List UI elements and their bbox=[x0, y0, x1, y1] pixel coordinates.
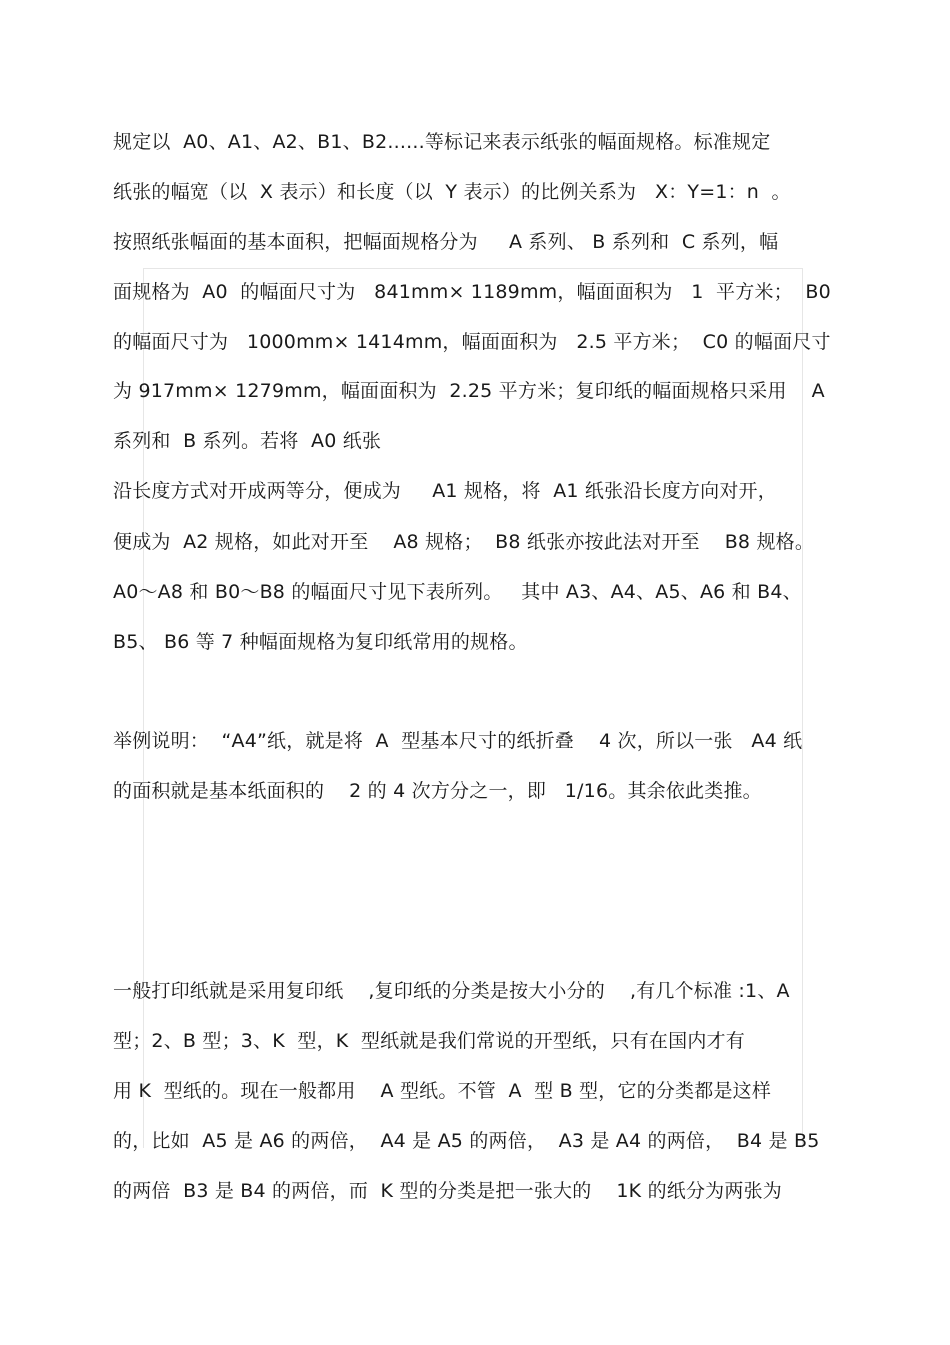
text-line: 的，比如 A5 是 A6 的两倍， A4 是 A5 的两倍， A3 是 A4 的两倍， B4 是 B5 bbox=[113, 1130, 820, 1152]
text-line: 为 917mm× 1279mm，幅面面积为 2.25 平方米；复印纸的幅面规格只采用 A bbox=[113, 380, 825, 402]
text-line: 面规格为 A0 的幅面尺寸为 841mm× 1189mm，幅面面积为 1 平方米； B0 bbox=[113, 281, 831, 303]
text-line: 的面积就是基本纸面积的 2 的 4 次方分之一，即 1/16。其余依此类推。 bbox=[113, 780, 762, 802]
scan-frame-top bbox=[143, 268, 803, 269]
text-line: 型；2、B 型；3、K 型，K 型纸就是我们常说的开型纸，只有在国内才有 bbox=[113, 1030, 745, 1052]
text-line: 的幅面尺寸为 1000mm× 1414mm，幅面面积为 2.5 平方米； C0 的幅面尺寸 bbox=[113, 331, 831, 353]
text-line: 系列和 B 系列。若将 A0 纸张 bbox=[113, 430, 382, 452]
text-line: A0～A8 和 B0～B8 的幅面尺寸见下表所列。 其中 A3、A4、A5、A6 和 B4、 bbox=[113, 581, 802, 603]
text-line: 纸张的幅宽（以 X 表示）和长度（以 Y 表示）的比例关系为 X：Y=1：n 。 bbox=[113, 181, 791, 203]
text-line: 沿长度方式对开成两等分，便成为 A1 规格，将 A1 纸张沿长度方向对开， bbox=[113, 480, 777, 502]
text-line: 举例说明： “A4”纸，就是将 A 型基本尺寸的纸折叠 4 次，所以一张 A4 纸 bbox=[113, 730, 803, 752]
text-line: 按照纸张幅面的基本面积，把幅面规格分为 A 系列、 B 系列和 C 系列，幅 bbox=[113, 231, 779, 253]
text-line: B5、 B6 等 7 种幅面规格为复印纸常用的规格。 bbox=[113, 631, 528, 653]
text-line: 的两倍 B3 是 B4 的两倍，而 K 型的分类是把一张大的 1K 的纸分为两张为 bbox=[113, 1180, 782, 1202]
text-line: 用 K 型纸的。现在一般都用 A 型纸。不管 A 型 B 型，它的分类都是这样 bbox=[113, 1080, 772, 1102]
text-line: 一般打印纸就是采用复印纸 ,复印纸的分类是按大小分的 ,有几个标准 :1、A bbox=[113, 980, 790, 1002]
text-line: 规定以 A0、A1、A2、B1、B2......等标记来表示纸张的幅面规格。标准规定 bbox=[113, 131, 771, 153]
text-line: 便成为 A2 规格，如此对开至 A8 规格； B8 纸张亦按此法对开至 B8 规格。 bbox=[113, 531, 815, 553]
